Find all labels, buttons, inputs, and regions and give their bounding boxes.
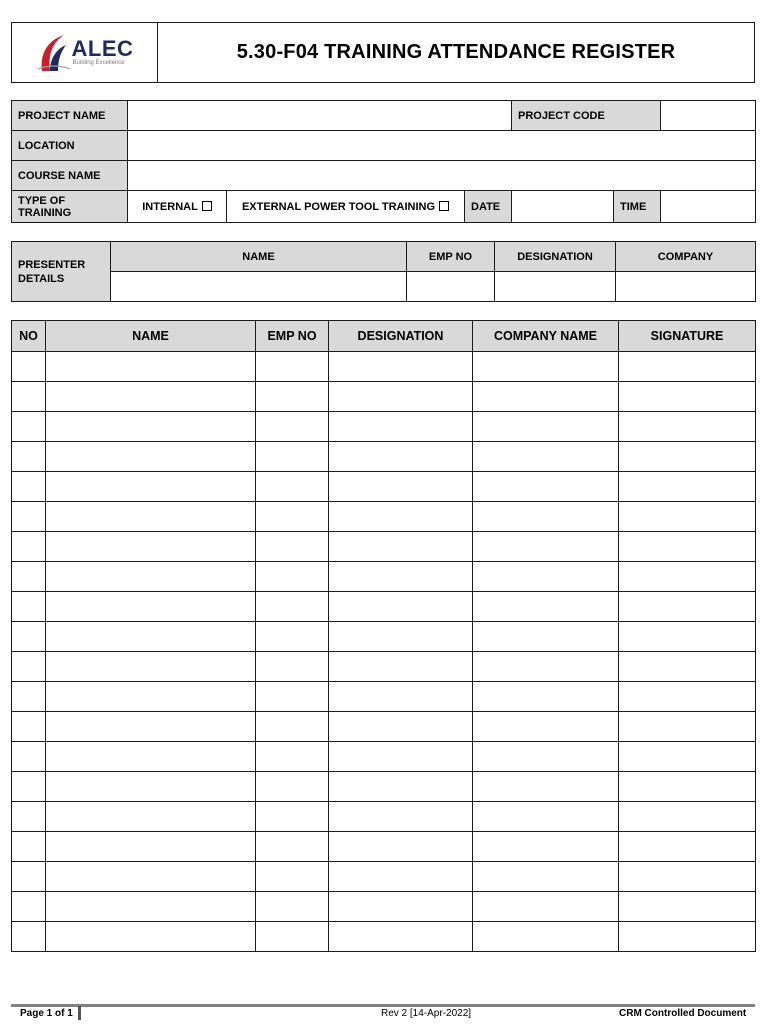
signature-cell[interactable]: [619, 742, 756, 772]
footer-rule: [11, 1004, 755, 1007]
emp-no-cell[interactable]: [256, 532, 329, 562]
emp-no-cell[interactable]: [256, 352, 329, 382]
company-name-cell[interactable]: [473, 412, 619, 442]
attendance-table: [11, 320, 756, 952]
no-cell[interactable]: [12, 742, 46, 772]
presenter-company-field[interactable]: [616, 272, 756, 302]
table-row: [12, 352, 756, 382]
presenter-designation-field[interactable]: [495, 272, 616, 302]
date-label: DATE: [465, 191, 512, 223]
emp-no-cell[interactable]: [256, 502, 329, 532]
designation-cell[interactable]: [329, 862, 473, 892]
name-cell[interactable]: [46, 532, 256, 562]
designation-cell[interactable]: [329, 502, 473, 532]
internal-label: INTERNAL: [142, 200, 198, 213]
signature-cell[interactable]: [619, 712, 756, 742]
signature-cell[interactable]: [619, 412, 756, 442]
designation-cell[interactable]: [329, 592, 473, 622]
emp-no-cell[interactable]: [256, 592, 329, 622]
emp-no-cell[interactable]: [256, 622, 329, 652]
designation-cell[interactable]: [329, 412, 473, 442]
presenter-name-field[interactable]: [111, 272, 407, 302]
location-field[interactable]: [128, 131, 756, 161]
no-cell[interactable]: [12, 592, 46, 622]
project-code-field[interactable]: [661, 101, 756, 131]
signature-cell[interactable]: [619, 922, 756, 952]
designation-cell[interactable]: [329, 532, 473, 562]
name-cell[interactable]: [46, 652, 256, 682]
attendance-rows: [12, 352, 756, 952]
company-name-cell[interactable]: [473, 652, 619, 682]
signature-cell[interactable]: [619, 682, 756, 712]
name-cell[interactable]: [46, 742, 256, 772]
name-cell[interactable]: [46, 802, 256, 832]
no-cell[interactable]: [12, 382, 46, 412]
company-name-cell[interactable]: [473, 592, 619, 622]
emp-no-cell[interactable]: [256, 892, 329, 922]
emp-no-cell[interactable]: [256, 412, 329, 442]
location-label: LOCATION: [12, 131, 128, 161]
internal-checkbox[interactable]: [202, 201, 212, 211]
designation-cell[interactable]: [329, 652, 473, 682]
name-cell[interactable]: [46, 502, 256, 532]
company-name-cell[interactable]: [473, 472, 619, 502]
name-cell[interactable]: [46, 472, 256, 502]
no-cell[interactable]: [12, 682, 46, 712]
external-checkbox[interactable]: [439, 201, 449, 211]
external-label: EXTERNAL POWER TOOL TRAINING: [241, 200, 436, 213]
name-cell[interactable]: [46, 442, 256, 472]
designation-cell[interactable]: [329, 382, 473, 412]
company-name-cell[interactable]: [473, 892, 619, 922]
name-cell[interactable]: [46, 862, 256, 892]
emp-no-cell[interactable]: [256, 832, 329, 862]
no-cell[interactable]: [12, 772, 46, 802]
signature-cell[interactable]: [619, 472, 756, 502]
company-name-cell[interactable]: [473, 772, 619, 802]
col-header-designation: DESIGNATION: [329, 321, 473, 352]
table-row: [12, 742, 756, 772]
designation-cell[interactable]: [329, 772, 473, 802]
table-row: [12, 382, 756, 412]
emp-no-cell[interactable]: [256, 442, 329, 472]
signature-cell[interactable]: [619, 382, 756, 412]
table-row: [12, 412, 756, 442]
table-row: [12, 892, 756, 922]
presenter-company-header: COMPANY: [616, 242, 756, 272]
name-cell[interactable]: [46, 592, 256, 622]
designation-cell[interactable]: [329, 682, 473, 712]
emp-no-cell[interactable]: [256, 742, 329, 772]
no-cell[interactable]: [12, 502, 46, 532]
company-name-cell[interactable]: [473, 712, 619, 742]
project-info-table: [11, 100, 756, 223]
name-cell[interactable]: [46, 352, 256, 382]
name-cell[interactable]: [46, 622, 256, 652]
designation-cell[interactable]: [329, 562, 473, 592]
signature-cell[interactable]: [619, 862, 756, 892]
course-name-field[interactable]: [128, 161, 756, 191]
table-row: [12, 922, 756, 952]
page-separator: [78, 1006, 81, 1020]
name-cell[interactable]: [46, 832, 256, 862]
emp-no-cell[interactable]: [256, 712, 329, 742]
no-cell[interactable]: [12, 562, 46, 592]
company-name-cell[interactable]: [473, 502, 619, 532]
emp-no-cell[interactable]: [256, 652, 329, 682]
no-cell[interactable]: [12, 472, 46, 502]
signature-cell[interactable]: [619, 442, 756, 472]
presenter-name-header: NAME: [111, 242, 407, 272]
col-header-name: NAME: [46, 321, 256, 352]
company-name-cell[interactable]: [473, 382, 619, 412]
external-option[interactable]: [227, 191, 465, 223]
emp-no-cell[interactable]: [256, 382, 329, 412]
presenter-emp-no-field[interactable]: [407, 272, 495, 302]
table-row: [12, 562, 756, 592]
emp-no-cell[interactable]: [256, 562, 329, 592]
logo-cell: [12, 23, 158, 83]
no-cell[interactable]: [12, 922, 46, 952]
company-name-cell[interactable]: [473, 682, 619, 712]
signature-cell[interactable]: [619, 832, 756, 862]
time-field[interactable]: [661, 191, 756, 223]
name-cell[interactable]: [46, 412, 256, 442]
col-header-emp-no: EMP NO: [256, 321, 329, 352]
no-cell[interactable]: [12, 352, 46, 382]
designation-cell[interactable]: [329, 352, 473, 382]
type-of-training-label: TYPE OF TRAINING: [12, 191, 128, 223]
internal-option[interactable]: [128, 191, 227, 223]
signature-cell[interactable]: [619, 562, 756, 592]
course-name-label: COURSE NAME: [12, 161, 128, 191]
signature-cell[interactable]: [619, 892, 756, 922]
name-cell[interactable]: [46, 562, 256, 592]
company-name-cell[interactable]: [473, 922, 619, 952]
table-row: [12, 592, 756, 622]
company-name-cell[interactable]: [473, 352, 619, 382]
designation-cell[interactable]: [329, 622, 473, 652]
designation-cell[interactable]: [329, 892, 473, 922]
no-cell[interactable]: [12, 652, 46, 682]
alec-logo: [12, 23, 157, 82]
table-row: [12, 532, 756, 562]
designation-cell[interactable]: [329, 802, 473, 832]
company-name-cell[interactable]: [473, 622, 619, 652]
presenter-designation-header: DESIGNATION: [495, 242, 616, 272]
emp-no-cell[interactable]: [256, 682, 329, 712]
designation-cell[interactable]: [329, 712, 473, 742]
company-name-cell[interactable]: [473, 862, 619, 892]
form-header: [11, 22, 755, 83]
company-name-cell[interactable]: [473, 832, 619, 862]
signature-cell[interactable]: [619, 532, 756, 562]
no-cell[interactable]: [12, 412, 46, 442]
emp-no-cell[interactable]: [256, 772, 329, 802]
table-row: [12, 622, 756, 652]
sail-logo-icon: [36, 31, 70, 75]
col-header-company-name: COMPANY NAME: [473, 321, 619, 352]
emp-no-cell[interactable]: [256, 922, 329, 952]
emp-no-cell[interactable]: [256, 472, 329, 502]
no-cell[interactable]: [12, 832, 46, 862]
emp-no-cell[interactable]: [256, 802, 329, 832]
col-header-signature: SIGNATURE: [619, 321, 756, 352]
designation-cell[interactable]: [329, 472, 473, 502]
table-row: [12, 832, 756, 862]
no-cell[interactable]: [12, 622, 46, 652]
table-row: [12, 502, 756, 532]
signature-cell[interactable]: [619, 622, 756, 652]
no-cell[interactable]: [12, 532, 46, 562]
revision-text: Rev 2 [14-Apr-2022]: [381, 1008, 472, 1019]
table-row: [12, 682, 756, 712]
signature-cell[interactable]: [619, 802, 756, 832]
no-cell[interactable]: [12, 802, 46, 832]
signature-cell[interactable]: [619, 772, 756, 802]
no-cell[interactable]: [12, 712, 46, 742]
signature-cell[interactable]: [619, 352, 756, 382]
company-name-cell[interactable]: [473, 562, 619, 592]
table-row: [12, 772, 756, 802]
col-header-no: NO: [12, 321, 46, 352]
no-cell[interactable]: [12, 442, 46, 472]
table-row: [12, 652, 756, 682]
project-name-field[interactable]: [128, 101, 512, 131]
presenter-table: [11, 241, 756, 302]
company-name-cell[interactable]: [473, 442, 619, 472]
company-name-cell[interactable]: [473, 742, 619, 772]
designation-cell[interactable]: [329, 742, 473, 772]
name-cell[interactable]: [46, 922, 256, 952]
designation-cell[interactable]: [329, 442, 473, 472]
name-cell[interactable]: [46, 892, 256, 922]
date-field[interactable]: [512, 191, 614, 223]
company-name-cell[interactable]: [473, 532, 619, 562]
name-cell[interactable]: [46, 772, 256, 802]
table-row: [12, 442, 756, 472]
table-row: [12, 472, 756, 502]
controlled-document-text: CRM Controlled Document: [619, 1008, 747, 1019]
name-cell[interactable]: [46, 382, 256, 412]
logo-tagline: Building Excellence: [72, 60, 125, 66]
presenter-emp-no-header: EMP NO: [407, 242, 495, 272]
time-label: TIME: [614, 191, 661, 223]
no-cell[interactable]: [12, 892, 46, 922]
table-row: [12, 802, 756, 832]
signature-cell[interactable]: [619, 502, 756, 532]
no-cell[interactable]: [12, 862, 46, 892]
signature-cell[interactable]: [619, 652, 756, 682]
table-row: [12, 862, 756, 892]
designation-cell[interactable]: [329, 922, 473, 952]
company-name-cell[interactable]: [473, 802, 619, 832]
presenter-details-label: PRESENTER DETAILS: [12, 242, 111, 302]
project-name-label: PROJECT NAME: [12, 101, 128, 131]
designation-cell[interactable]: [329, 832, 473, 862]
page-number: Page 1 of 1: [20, 1008, 73, 1019]
form-title: 5.30-F04 TRAINING ATTENDANCE REGISTER: [158, 23, 755, 83]
emp-no-cell[interactable]: [256, 862, 329, 892]
logo-name: ALEC: [71, 36, 134, 61]
signature-cell[interactable]: [619, 592, 756, 622]
project-code-label: PROJECT CODE: [512, 101, 661, 131]
name-cell[interactable]: [46, 682, 256, 712]
table-row: [12, 712, 756, 742]
name-cell[interactable]: [46, 712, 256, 742]
